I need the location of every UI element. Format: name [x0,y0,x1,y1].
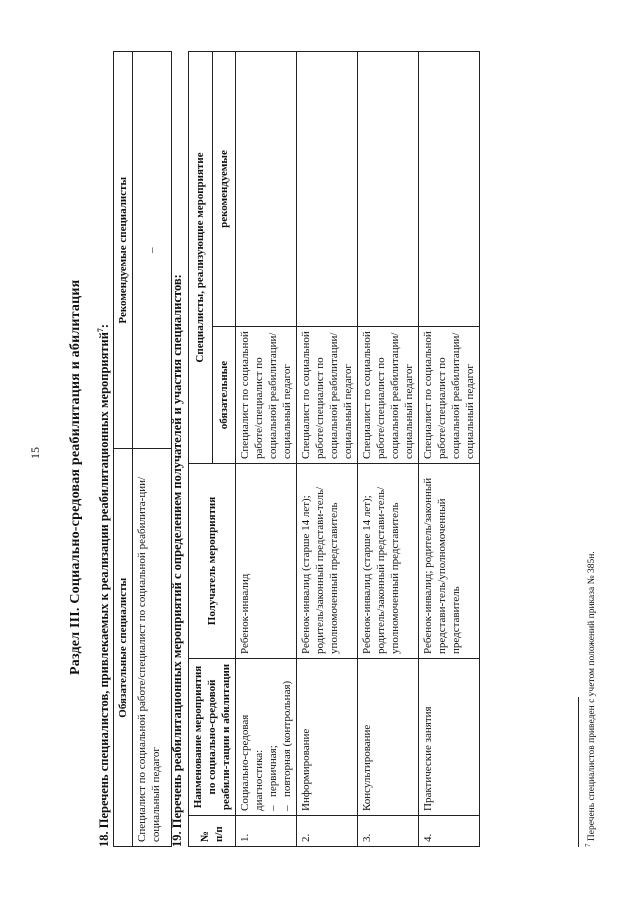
row-measure-name [358,659,419,816]
footnote-divider [578,697,579,847]
col-measure-name: Наименование мероприятия по социально-средовой реабили-тации и абилитации [189,659,236,816]
table-row [236,52,297,847]
col-num: № п/п [189,816,236,847]
footnote-ref: 7 [96,328,105,333]
measure-subitem [280,663,294,811]
row-num: 3. [358,816,419,847]
section19-heading: 19. Перечень реабилитационных мероприятий с определением получателей и участия специалистов: [170,274,184,847]
table-row [358,52,419,847]
measures-table-body [236,52,480,847]
row-specialists-recommended [297,52,358,327]
row-num: 2. [297,816,358,847]
dash-bullet: – [267,805,279,811]
row-recipient: Ребенок-инвалид (старше 14 лет); родитель/законный представи-тель/уполномоченный представитель [297,464,358,659]
col-specialists-required: обязательные [212,327,236,464]
col-specialists: Специалисты, реализующие мероприятие [189,52,213,464]
col-required-specialists: Обязательные специалисты [114,449,133,847]
row-measure-name [419,659,480,816]
row-specialists-recommended [358,52,419,327]
row-specialists-required: Специалист по социальной работе/специалист по социальной реабилитации/социальный педагог [236,327,297,464]
row-measure-name [297,659,358,816]
page-number: 15 [28,447,42,459]
col-recommended-specialists: Рекомендуемые специалисты [114,52,133,450]
row-recipient: Ребенок-инвалид; родитель/законный представи-тель/уполномоченный представитель [419,464,480,659]
measure-name-text: Консультирование [361,724,373,811]
dash-bullet: – [281,805,293,811]
row-measure-name [236,659,297,816]
row-recipient: Ребенок-инвалид (старше 14 лет); родитель/законный представи-тель/уполномоченный представитель [358,464,419,659]
row-num: 1. [236,816,297,847]
section-title: Раздел III. Социально-средовая реабилитация и абилитация [68,279,83,675]
measure-name-text: Информирование [300,728,312,811]
footnote: $^7$ Перечень специалистов приведен с учетом положений приказа № 385н. [584,551,598,847]
row-specialists-required: Специалист по социальной работе/специалист по социальной реабилитации/социальный педагог [358,327,419,464]
col-recipient: Получатель мероприятия [189,464,236,659]
row-recipient: Ребенок-инвалид [236,464,297,659]
table-row [419,52,480,847]
table-row [297,52,358,847]
measure-name-text: Практические занятия [422,706,434,811]
recommended-specialists-value: – [133,52,172,450]
row-specialists-recommended [236,52,297,327]
row-specialists-recommended [419,52,480,327]
measure-name-text: Социально-средовая диагностика: [239,714,265,811]
row-specialists-required: Специалист по социальной работе/специалист по социальной реабилитации/социальный педагог [419,327,480,464]
measures-table [188,51,480,847]
row-num: 4. [419,816,480,847]
specialists-table [113,51,172,847]
subitem-text: первичная; [267,745,279,797]
subitem-text: повторная (контрольная) [281,680,293,797]
row-specialists-required: Специалист по социальной работе/специалист по социальной реабилитации/социальный педагог [297,327,358,464]
required-specialists-value: Специалист по социальной работе/специалист по социальной реабилита-ции/социальный педагог [133,449,172,847]
measure-subitem [266,663,280,811]
col-specialists-recommended: рекомендуемые [212,52,236,327]
section18-heading: 18. Перечень специалистов, привлекаемых к реализации реабилитационных мероприятий$^7$: [96,323,112,847]
